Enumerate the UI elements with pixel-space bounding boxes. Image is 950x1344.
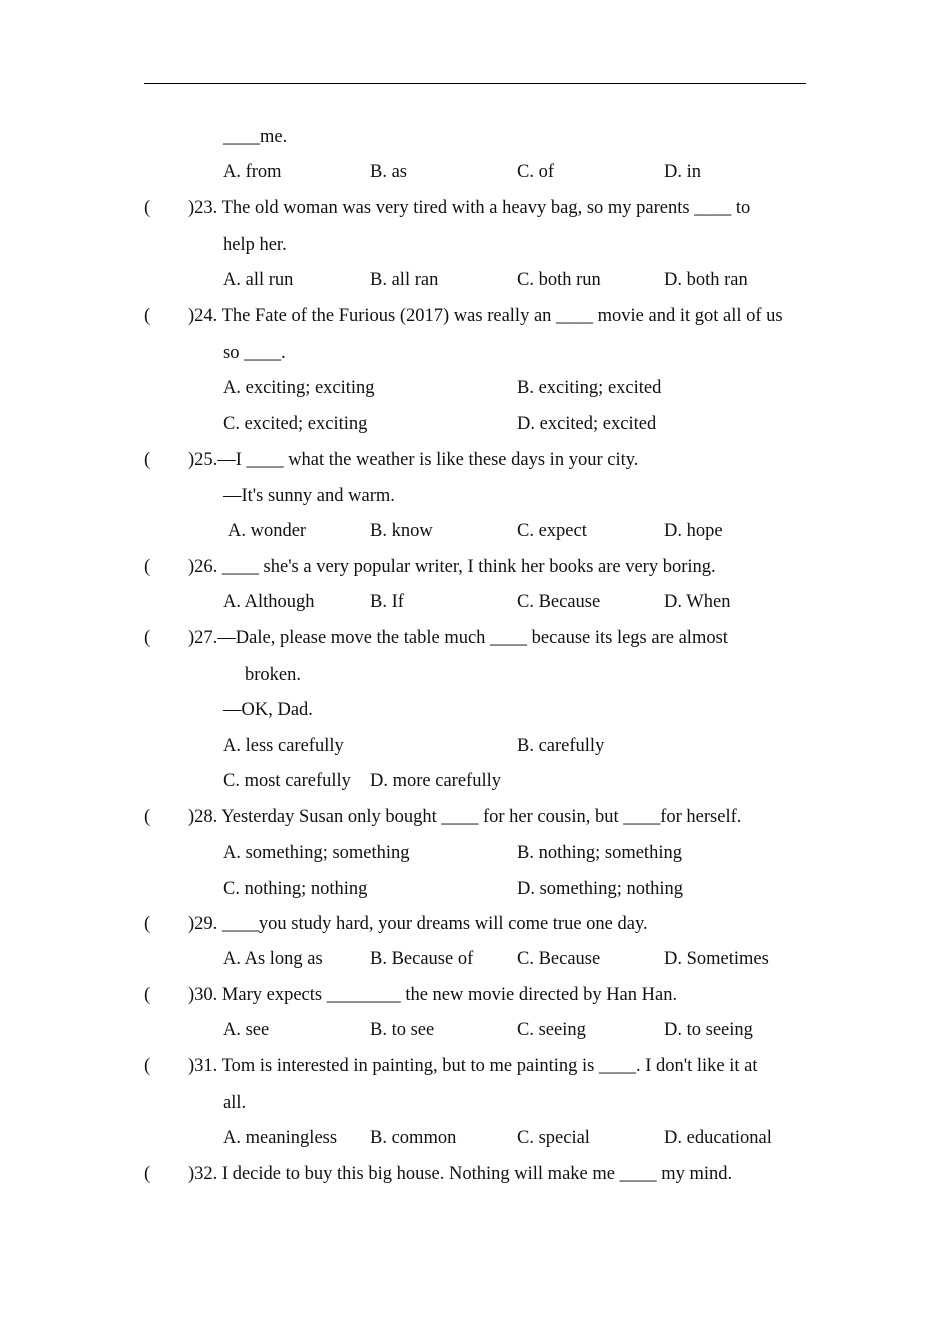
answer-paren-32: ( <box>144 1164 151 1184</box>
answer-paren-23: ( <box>144 198 151 218</box>
option-25-a: A. wonder <box>228 521 307 541</box>
option-26-d: D. When <box>664 592 731 612</box>
option-23-d: D. both ran <box>664 270 748 290</box>
option-26-b: B. If <box>370 592 404 612</box>
option-22-a: A. from <box>223 162 282 182</box>
option-30-d: D. to seeing <box>664 1020 753 1040</box>
option-25-b: B. know <box>370 521 433 541</box>
option-29-b: B. Because of <box>370 949 474 969</box>
option-22-d: D. in <box>664 162 701 182</box>
answer-paren-26: ( <box>144 557 151 577</box>
question-23-stem-cont: help her. <box>223 235 287 255</box>
option-29-c: C. Because <box>517 949 601 969</box>
option-23-a: A. all run <box>223 270 294 290</box>
option-23-c: C. both run <box>517 270 601 290</box>
answer-paren-31: ( <box>144 1056 151 1076</box>
option-22-c: C. of <box>517 162 554 182</box>
question-31-stem: )31. Tom is interested in painting, but to me painting is ____. I don't like it at <box>188 1056 758 1076</box>
option-24-d: D. excited; excited <box>517 414 657 434</box>
option-26-a: A. Although <box>223 592 315 612</box>
question-23-stem: )23. The old woman was very tired with a heavy bag, so my parents ____ to <box>188 198 751 218</box>
answer-paren-25: ( <box>144 450 151 470</box>
option-23-b: B. all ran <box>370 270 439 290</box>
option-24-b: B. exciting; excited <box>517 378 662 398</box>
option-31-b: B. common <box>370 1128 457 1148</box>
question-26-stem: )26. ____ she's a very popular writer, I think her books are very boring. <box>188 557 716 577</box>
option-28-b: B. nothing; something <box>517 843 682 863</box>
option-29-a: A. As long as <box>223 949 323 969</box>
option-24-c: C. excited; exciting <box>223 414 368 434</box>
option-31-d: D. educational <box>664 1128 772 1148</box>
question-28-stem: )28. Yesterday Susan only bought ____ for her cousin, but ____for herself. <box>188 807 742 827</box>
header-rule <box>144 83 806 84</box>
option-29-d: D. Sometimes <box>664 949 769 969</box>
option-31-c: C. special <box>517 1128 590 1148</box>
question-27-reply: —OK, Dad. <box>223 700 313 720</box>
question-25-stem: )25.—I ____ what the weather is like these days in your city. <box>188 450 639 470</box>
option-25-d: D. hope <box>664 521 723 541</box>
option-28-a: A. something; something <box>223 843 410 863</box>
option-28-d: D. something; nothing <box>517 879 683 899</box>
option-26-c: C. Because <box>517 592 601 612</box>
question-25-reply: —It's sunny and warm. <box>223 486 395 506</box>
option-27-d: D. more carefully <box>370 771 501 791</box>
option-30-b: B. to see <box>370 1020 435 1040</box>
question-24-stem: )24. The Fate of the Furious (2017) was really an ____ movie and it got all of us <box>188 306 783 326</box>
option-31-a: A. meaningless <box>223 1128 338 1148</box>
option-28-c: C. nothing; nothing <box>223 879 368 899</box>
question-27-stem-cont: broken. <box>245 665 301 685</box>
answer-paren-24: ( <box>144 306 151 326</box>
option-22-b: B. as <box>370 162 407 182</box>
option-24-a: A. exciting; exciting <box>223 378 375 398</box>
option-27-b: B. carefully <box>517 736 605 756</box>
question-30-stem: )30. Mary expects ________ the new movie directed by Han Han. <box>188 985 678 1005</box>
option-27-c: C. most carefully <box>223 771 351 791</box>
question-27-stem: )27.—Dale, please move the table much ____ because its legs are almost <box>188 628 728 648</box>
question-31-stem-cont: all. <box>223 1093 247 1113</box>
option-27-a: A. less carefully <box>223 736 344 756</box>
option-30-c: C. seeing <box>517 1020 586 1040</box>
answer-paren-29: ( <box>144 914 151 934</box>
answer-paren-28: ( <box>144 807 151 827</box>
question-22-continuation: ____me. <box>223 127 288 147</box>
question-24-stem-cont: so ____. <box>223 343 286 363</box>
answer-paren-30: ( <box>144 985 151 1005</box>
answer-paren-27: ( <box>144 628 151 648</box>
question-29-stem: )29. ____you study hard, your dreams will come true one day. <box>188 914 648 934</box>
option-25-c: C. expect <box>517 521 587 541</box>
option-30-a: A. see <box>223 1020 270 1040</box>
question-32-stem: )32. I decide to buy this big house. Nothing will make me ____ my mind. <box>188 1164 733 1184</box>
